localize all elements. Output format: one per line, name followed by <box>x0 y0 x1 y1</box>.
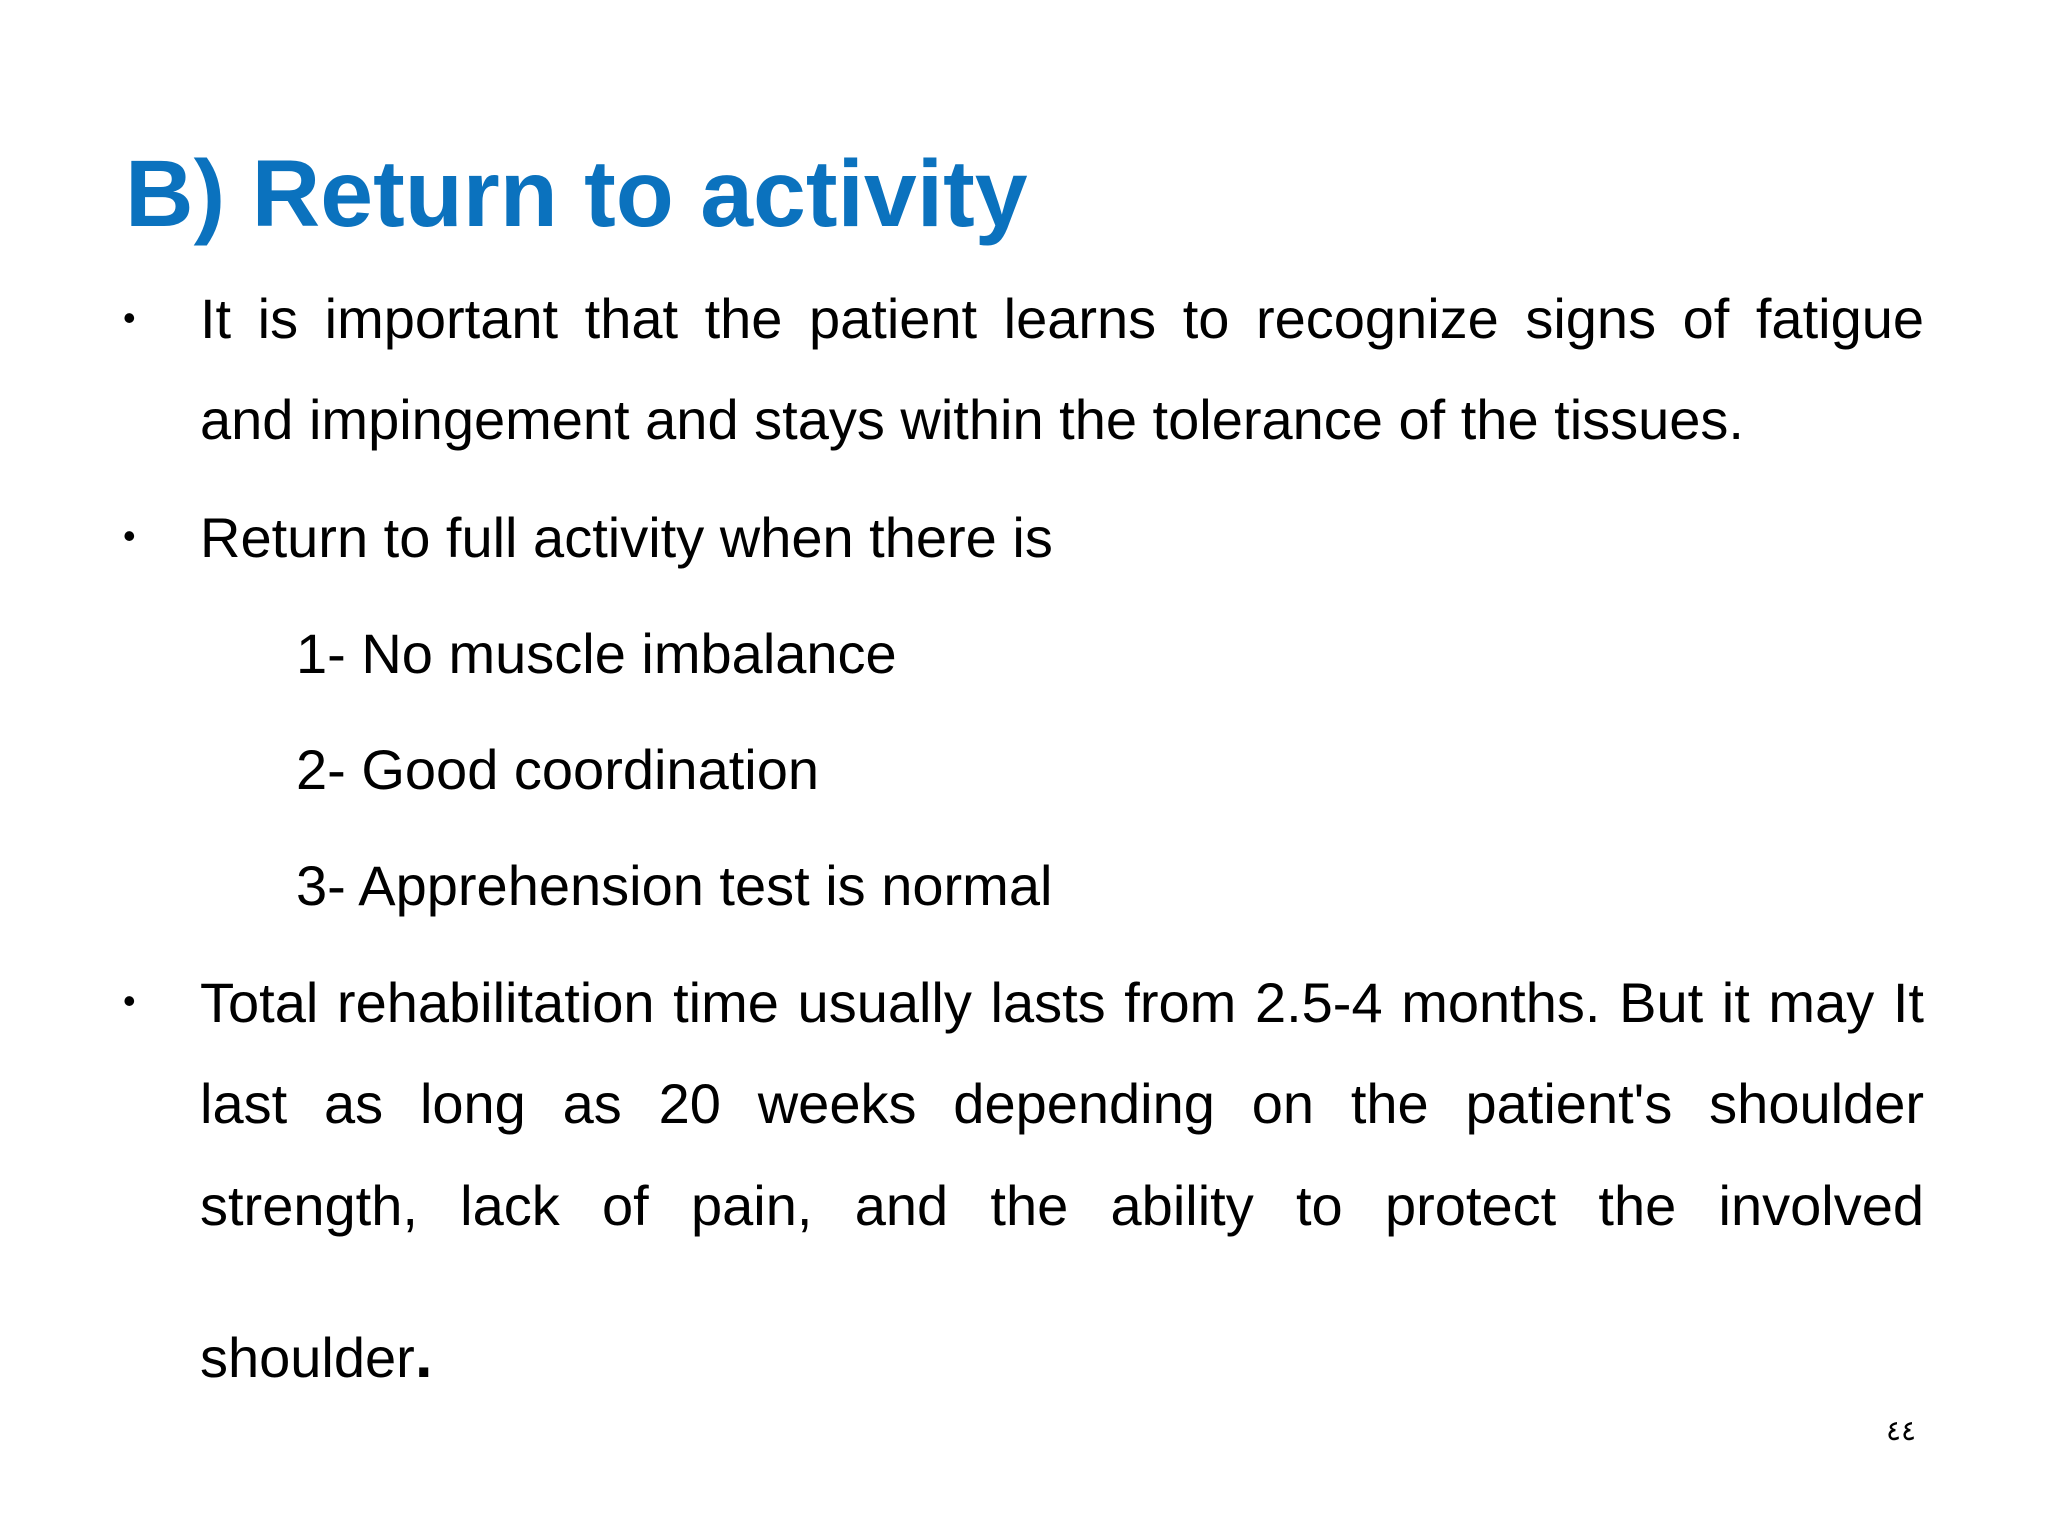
bullet-3-line-3: strength, lack of pain, and the ability to protect the involved <box>200 1174 1924 1237</box>
bullet-3-line-2: last as long as 20 weeks depending on the patient's shoulder <box>200 1072 1924 1135</box>
bullet-3-last-word: shoulder <box>200 1326 415 1389</box>
sub-item-2: 2- Good coordination <box>296 738 820 801</box>
bullet-1-line-2: and impingement and stays within the tolerance of the tissues. <box>200 388 1744 451</box>
sub-item-3: 3- Apprehension test is normal <box>296 854 1053 917</box>
bullet-1-line-1: It is important that the patient learns to recognize signs of fatigue <box>200 287 1924 350</box>
bullet-3-end-mark: . <box>414 1319 433 1391</box>
bullet-marker: • <box>123 297 136 338</box>
slide-title: B) Return to activity <box>125 141 1028 247</box>
bullet-3-line-4 <box>200 1319 433 1391</box>
bullet-2-line-1: Return to full activity when there is <box>200 506 1053 569</box>
sub-item-1: 1- No muscle imbalance <box>296 622 897 685</box>
page-number: ٤٤ <box>1886 1414 1917 1447</box>
bullet-3-line-1: Total rehabilitation time usually lasts from 2.5-4 months. But it may It <box>200 971 1924 1034</box>
bullet-marker: • <box>123 980 136 1021</box>
bullet-marker: • <box>123 515 136 556</box>
